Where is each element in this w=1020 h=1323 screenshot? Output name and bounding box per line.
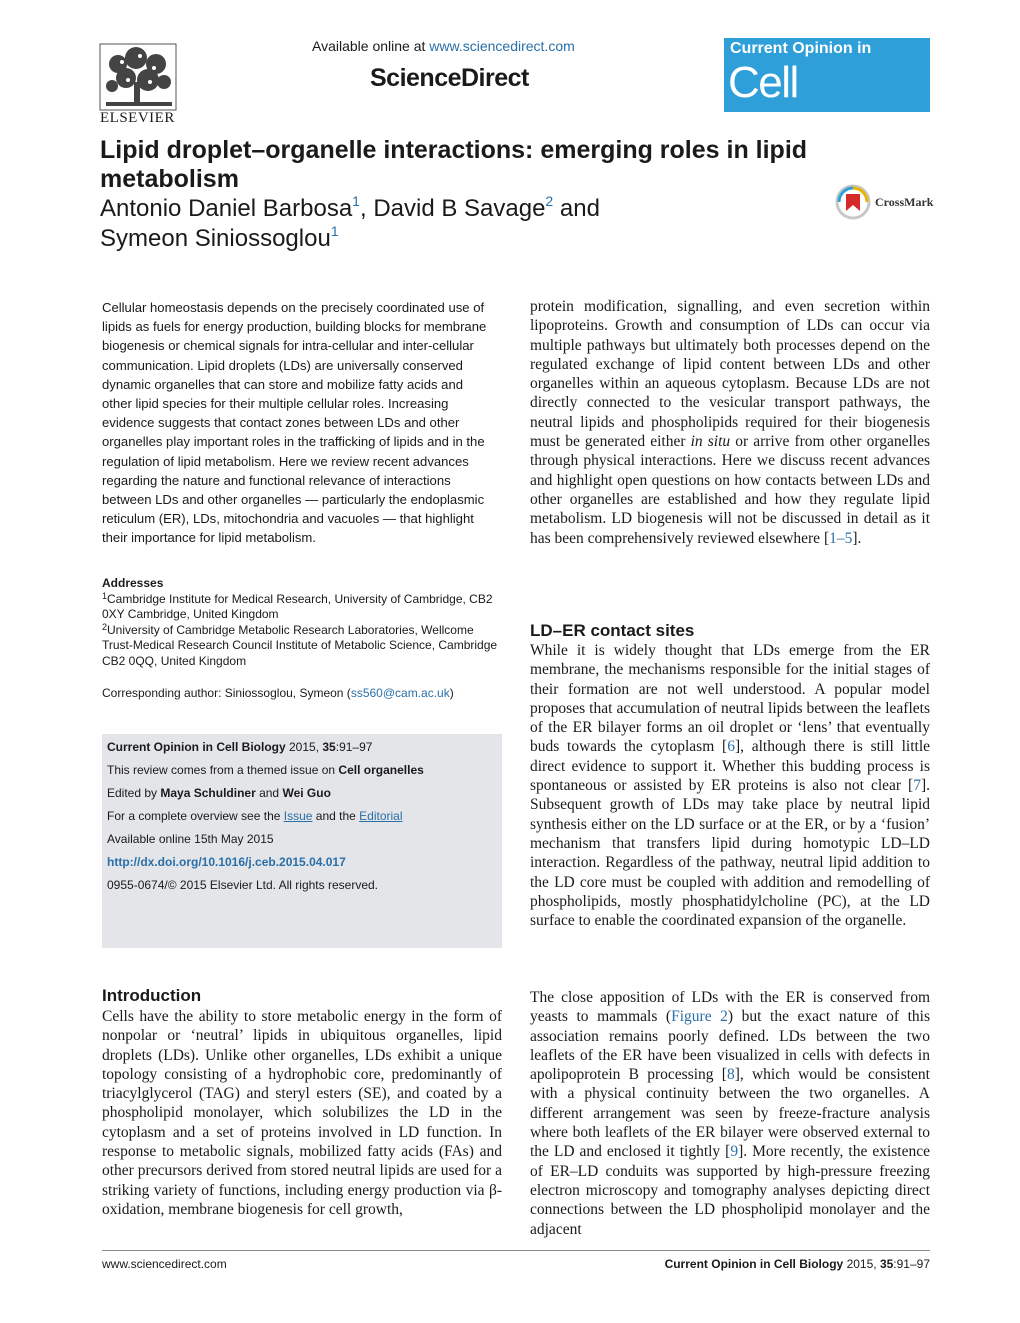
addresses-heading: Addresses [102, 576, 164, 590]
footer-divider [102, 1250, 930, 1251]
info-journal: Current Opinion in Cell Biology [107, 740, 286, 754]
info-theme [107, 763, 424, 777]
corresponding-suffix: ) [449, 686, 454, 700]
info-copyright: 0955-0674/© 2015 Elsevier Ltd. All rights reserved. [107, 878, 378, 892]
intro-cont-part3: ]. [852, 529, 862, 547]
author-1: Antonio Daniel Barbosa [100, 195, 353, 222]
address-1-sup: 1 [102, 590, 108, 601]
info-theme-name: Cell organelles [338, 763, 424, 777]
crossmark-icon [835, 184, 871, 220]
abstract: Cellular homeostasis depends on the precisely coordinated use of lipids as fuels for energy production, building blocks for membrane biogenesis or chemical signals for intra-cellular and inter-cellular communication. Lipid droplets (LDs) are universally conserved dynamic organelles that can store and mobilize fatty acids and other lipid species for their multiple cellular roles. Increasing evidence suggests that contact zones between LDs and other organelles play important roles in the trafficking of lipids and in the regulation of lipid metabolism. Here we review recent advances regarding the nature and functional relevance of interactions between LDs and other organelles — particularly the endoplasmic reticulum (ER), LDs, mitochondria and vacuoles — that highlight their importance for lipid metabolism. [102, 300, 487, 546]
info-year: 2015, [285, 740, 323, 754]
available-online [312, 38, 575, 54]
ld-er-p3: ]. Subsequent growth of LDs may take place by neutral lipid synthesis either on the LD surface or at the ER, or by a ‘fusion’ mechanism that transfers lipid during homotypic LD–LD interaction. Regardless of the pathway, neutral lipid addition to the LD core must be coupled with addition and remodelling of phospholipids, mostly phosphatidylcholine (PC), at the LD surface to enable the coordinated expansion of the organelle. [530, 777, 930, 930]
info-edited-and: and [255, 786, 283, 800]
article-info-box [102, 734, 502, 948]
info-overview-and: and the [312, 809, 360, 823]
close-p1: The close apposition of LDs with the ER is conserved from yeasts to mammals ( [530, 989, 930, 1026]
journal-logo [724, 38, 930, 157]
ld-er-text [530, 641, 930, 930]
crossmark-button[interactable] [835, 184, 935, 222]
footer-journal: Current Opinion in Cell Biology [664, 1257, 844, 1271]
info-overview [107, 809, 403, 823]
crossmark-label: CrossMark [875, 195, 934, 209]
close-apposition-text [530, 988, 930, 1239]
info-editors [107, 786, 331, 800]
footer-pages: :91–97 [893, 1257, 930, 1271]
author-3: Symeon Siniossoglou [100, 225, 331, 252]
issue-link[interactable]: Issue [283, 809, 313, 823]
info-citation [107, 740, 372, 754]
sciencedirect-link[interactable]: www.sciencedirect.com [429, 38, 575, 54]
address-2-sup: 2 [102, 621, 108, 632]
doi-link[interactable]: http://dx.doi.org/10.1016/j.ceb.2015.04.017 [107, 855, 346, 869]
ld-er-p1: While it is widely thought that LDs emerge from the ER membrane, the mechanisms responsible for the initial stages of their formation are not well understood. A popular model proposes that accumulation of neutral lipids between the leaflets of the ER bilayer forms an oil droplet or ‘lens’ that eventually buds towards the cytoplasm [ [530, 642, 930, 756]
info-available: Available online 15th May 2015 [107, 832, 274, 846]
editorial-link[interactable]: Editorial [359, 809, 403, 823]
info-theme-prefix: This review comes from a themed issue on [107, 763, 339, 777]
info-editor-2: Wei Guo [282, 786, 331, 800]
author-1-affil: 1 [352, 193, 360, 209]
close-p4: ]. More recently, the existence of ER–LD conduits was supported by high-pressure freezing electron microscopy and tomography analyses depicting direct connections between the LD phospholipid monolayer and the adjacent [530, 1143, 930, 1238]
info-edited-prefix: Edited by [107, 786, 161, 800]
journal-logo-line1: Current Opinion in [730, 40, 872, 57]
sciencedirect-wordmark: ScienceDirect [370, 64, 529, 92]
ref-link-8[interactable]: 8 [726, 1066, 735, 1084]
info-pages: :91–97 [335, 740, 373, 754]
corresponding-author [102, 686, 502, 700]
intro-cont-part2: or arrive from other organelles through physical interactions. Here we discuss recent advances and highlight open questions on how contacts between LDs and other organelles are established and how they regulate lipid metabolism. LD biogenesis will not be discussed in detail as it has been comprehensively reviewed elsewhere [ [530, 433, 930, 547]
info-overview-prefix: For a complete overview see the [107, 809, 284, 823]
figure-2-link[interactable]: Figure 2 [671, 1008, 728, 1026]
footer-url: www.sciencedirect.com [102, 1257, 227, 1271]
addresses [102, 576, 502, 669]
footer-year: 2015, [843, 1257, 880, 1271]
footer-citation [665, 1257, 930, 1271]
corresponding-email-link[interactable]: ss560@cam.ac.uk [350, 686, 450, 700]
author-and: and [553, 195, 600, 222]
close-p2: ) but the exact nature of this association remains poorly defined. LDs between the two leaflets of the ER have been visualized in cells with defects in apolipoprotein B processing [ [530, 1008, 930, 1084]
footer-volume: 35 [879, 1257, 894, 1271]
author-2-affil: 2 [545, 193, 554, 209]
address-1-text: Cambridge Institute for Medical Research, University of Cambridge, CB2 0XY Cambridge, United Kingdom [102, 591, 493, 621]
ld-er-heading: LD–ER contact sites [530, 621, 695, 640]
ref-link-7[interactable]: 7 [913, 777, 921, 795]
address-1 [102, 592, 502, 623]
elsevier-logo [98, 42, 182, 128]
publisher-name: ELSEVIER [100, 110, 175, 126]
ref-link-1-5[interactable]: 1–5 [829, 529, 853, 547]
intro-cont-italic: in situ [690, 433, 731, 451]
author-3-affil: 1 [330, 223, 339, 239]
intro-cont-part1: protein modification, signalling, and even secretion within lipoproteins. Growth and consumption of LDs can occur via multiple pathways but ultimately both processes depend on the regulated exchange of lipid content between LDs and other organelles within an aqueous cytoplasm. Because LDs are not directly connected to the vesicular transport pathways, the neutral lipids and phospholipids required for their biogenesis must be generated either [530, 298, 930, 451]
ref-link-6[interactable]: 6 [727, 738, 735, 756]
intro-text: Cells have the ability to store metabolic energy in the form of nonpolar or ‘neutral’ lipids in ubiquitous organelles, lipid droplets (LDs). Unlike other organelles, LDs exhibit a unique topology consisting of a hydrophobic core, predominantly of triacylglycerol (TAG) and steryl esters (SE), and coated by a phospholipid monolayer, which solubilizes the LD in the cytoplasm and a set of proteins involved in LD function. In response to metabolic signals, mobilized fatty acids (FAs) and other precursors derived from stored neutral lipids are used for a striking variety of functions, including energy production via β-oxidation, membrane biogenesis for cell growth, [102, 1008, 502, 1218]
info-editor-1: Maya Schuldiner [160, 786, 256, 800]
address-2 [102, 623, 502, 670]
author-list: Antonio Daniel Barbosa$^1$, David B Savage$^2$ and Symeon Siniossoglou$^1$ [100, 193, 600, 252]
address-2-text: University of Cambridge Metabolic Research Laboratories, Wellcome Trust-Medical Research Council Institute of Metabolic Science, Cambridge CB2 0QQ, United Kingdom [102, 622, 498, 668]
ld-er-p2: ], although there is still little direct evidence to support it. Whether this budding process is spontaneous or assisted by ER proteins is also not clear [ [530, 738, 931, 795]
intro-continued [530, 297, 930, 548]
ref-link-9[interactable]: 9 [730, 1143, 739, 1161]
info-doi-row [107, 855, 346, 869]
available-prefix: Available online at [312, 38, 430, 54]
article-title: Lipid droplet–organelle interactions: emerging roles in lipid metabolism [100, 136, 808, 193]
info-volume: 35 [322, 740, 336, 754]
author-2: David B Savage [373, 195, 546, 222]
journal-logo-line2: Cell Biology [728, 58, 862, 157]
close-p3: ], which would be consistent with a physical continuity between the two organelles. A different arrangement was seen by freeze-fracture analysis where both leaflets of the ER bilayer were observed external to the LD and enclosed it tightly [ [530, 1066, 930, 1161]
corresponding-prefix: Corresponding author: Siniossoglou, Symeon ( [102, 686, 351, 700]
intro-heading: Introduction [102, 986, 202, 1005]
